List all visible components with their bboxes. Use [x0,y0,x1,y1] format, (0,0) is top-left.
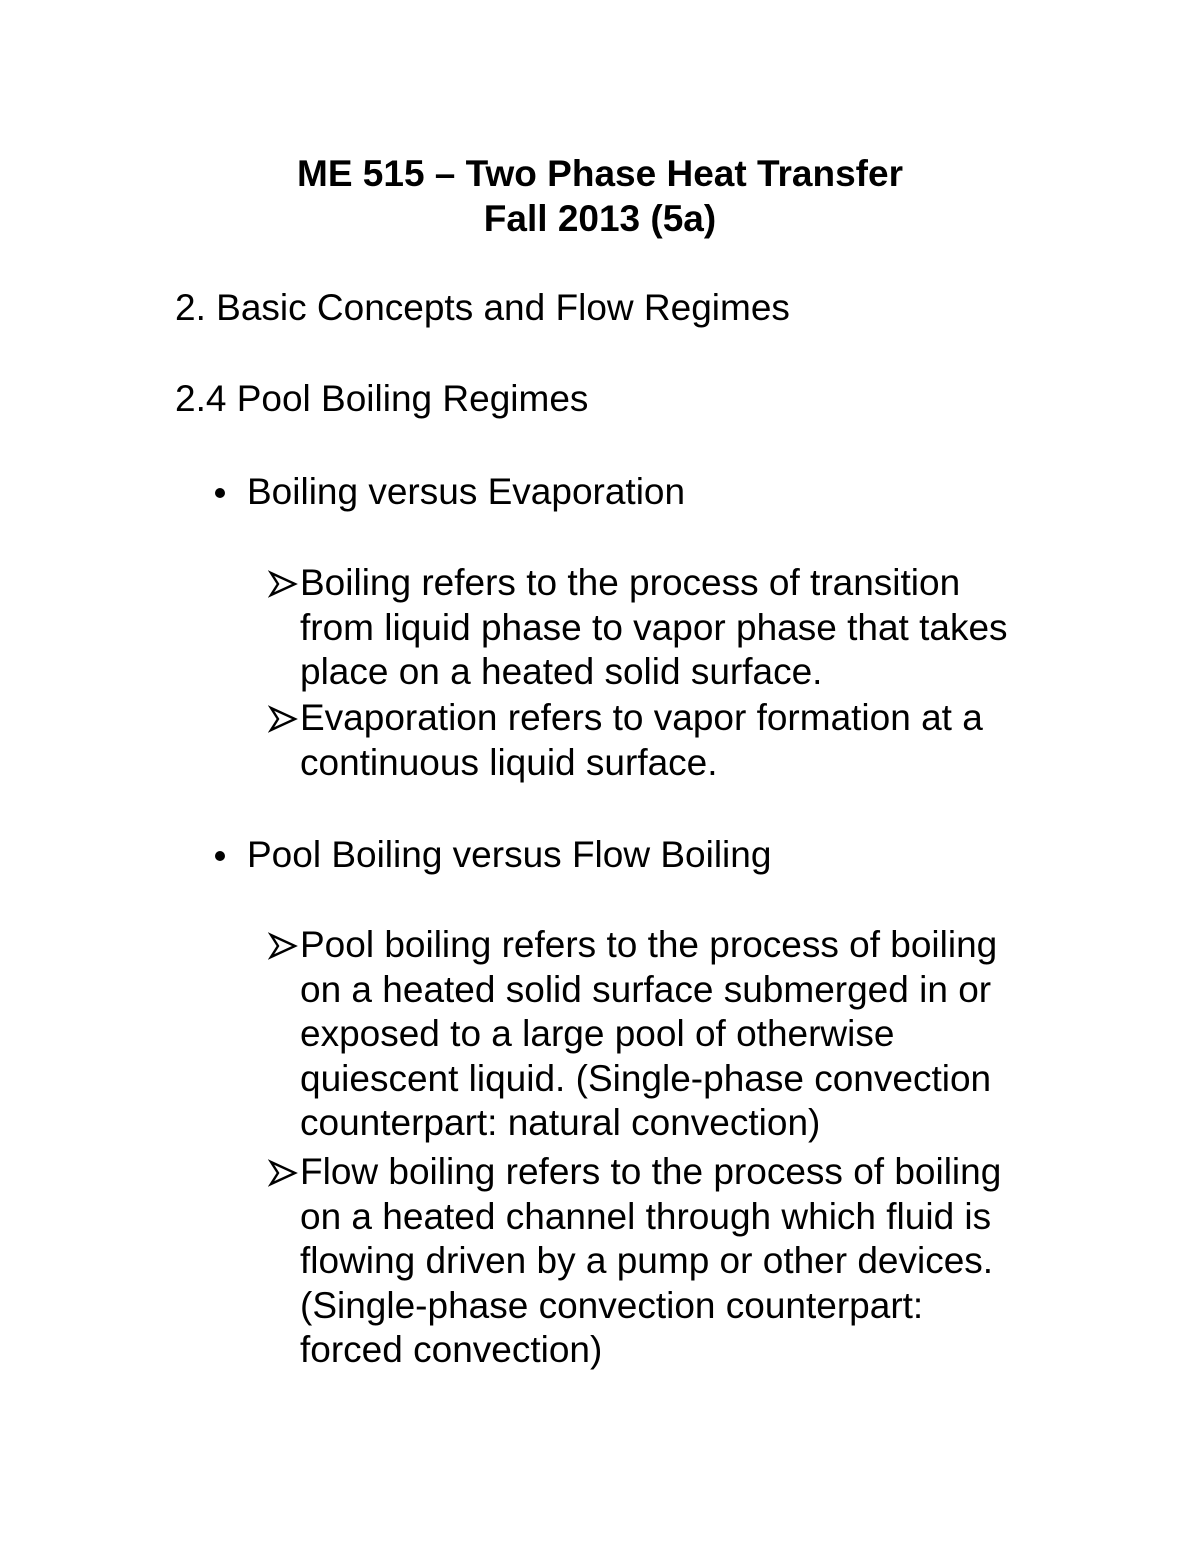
point-line: counterpart: natural convection) [300,1102,821,1143]
course-title: ME 515 – Two Phase Heat Transfer [297,153,903,194]
point-text [300,923,1080,1146]
point-line: Pool boiling refers to the process of boiling [300,924,998,965]
arrowhead-bullet-icon [268,1150,298,1194]
point-line: flowing driven by a pump or other devices. [300,1240,994,1281]
point-text [300,696,1080,785]
point-line: Boiling refers to the process of transition [300,562,961,603]
arrowhead-bullet-icon [268,923,298,967]
point-line: quiescent liquid. (Single-phase convection [300,1057,992,1099]
point-line: (Single-phase convection counterpart: [300,1284,924,1326]
point-line: from liquid phase to vapor phase that takes [300,606,1008,648]
section-heading: 2. Basic Concepts and Flow Regimes [175,287,790,328]
point-line: place on a heated solid surface. [300,651,823,692]
point-line: Evaporation refers to vapor formation at a [300,697,983,738]
topic-label: Pool Boiling versus Flow Boiling [247,834,772,875]
topic-label: Boiling versus Evaporation [247,471,686,512]
term-title: Fall 2013 (5a) [483,198,717,239]
point-line: Flow boiling refers to the process of boiling [300,1151,1002,1192]
subsection-heading: 2.4 Pool Boiling Regimes [175,378,589,419]
point-line: on a heated channel through which fluid is [300,1195,992,1237]
point-line: exposed to a large pool of otherwise [300,1013,895,1054]
arrowhead-bullet-icon [268,561,298,605]
point-line: continuous liquid surface. [300,741,718,783]
point-text [300,1150,1080,1373]
arrowhead-bullet-icon [268,696,298,740]
bullet-icon [215,851,225,861]
bullet-icon [215,488,225,498]
point-line: forced convection) [300,1329,603,1370]
point-line: on a heated solid surface submerged in or [300,968,992,1010]
point-text [300,561,1080,695]
